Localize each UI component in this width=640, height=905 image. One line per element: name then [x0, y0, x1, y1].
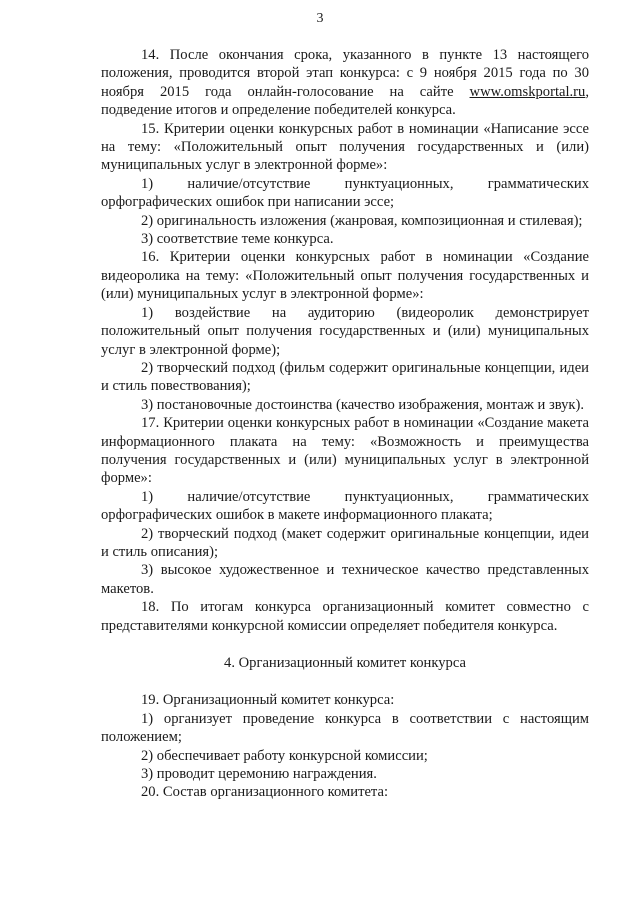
paragraph-19: 19. Организационный комитет конкурса: [141, 692, 395, 709]
paragraph-16-item-1: 1) воздействие на аудиторию (видеоролик демонстрирует положительный опыт получения государственных и (или) муниципальных услуг в электронной форме); [101, 304, 589, 358]
omskportal-link[interactable]: www.omskportal.ru [469, 83, 586, 100]
paragraph-17-item-2: 2) творческий подход (макет содержит оригинальные концепции, идеи и стиль описания); [101, 525, 589, 560]
paragraph-15-item-1: 1) наличие/отсутствие пунктуационных, грамматических орфографических ошибок при написании эссе; [101, 175, 589, 211]
section-heading: 4. Организационный комитет конкурса [224, 655, 466, 671]
paragraph-14 [101, 46, 589, 120]
paragraph-17-item-3: 3) высокое художественное и техническое качество представленных макетов. [101, 562, 589, 597]
paragraph-18: 18. По итогам конкурса организационный комитет совместно с представителями конкурсной комиссии определяет победителя конкурса. [101, 599, 589, 634]
paragraph-16: 16. Критерии оценки конкурсных работ в номинации «Создание видеоролика на тему: «Положительный опыт получения государственных и (или) муниципальных услуг в электронной форме»: [101, 249, 589, 303]
paragraph-17: 17. Критерии оценки конкурсных работ в номинации «Создание макета информационного плаката на тему: «Возможность и преимущества получения государственных и (или) муниципальных услуг в электронной форме»: [101, 415, 589, 487]
paragraph-15-item-3: 3) соответствие теме конкурса. [141, 231, 334, 248]
paragraph-17-item-1: 1) наличие/отсутствие пунктуационных, грамматических орфографических ошибок в макете информационного плаката; [101, 488, 589, 524]
paragraph-19-item-2: 2) обеспечивает работу конкурсной комиссии; [141, 747, 428, 764]
paragraph-14-text: 14. После окончания срока, указанного в пункте 13 настоящего положения, проводится второй этап конкурса: с 9 ноября 2015 года по 30 ноября 2015 года онлайн-голосование на сайте [101, 47, 589, 100]
paragraph-19-item-1: 1) организует проведение конкурса в соответствии с настоящим положением; [101, 710, 589, 746]
paragraph-15-item-2: 2) оригинальность изложения (жанровая, композиционная и стилевая); [141, 212, 583, 229]
page-number: 3 [316, 11, 324, 26]
paragraph-14-tail: , подведение итогов и определение победителей конкурса. [101, 83, 589, 119]
paragraph-19-item-3: 3) проводит церемонию награждения. [141, 766, 377, 783]
paragraph-20: 20. Состав организационного комитета: [141, 784, 389, 801]
paragraph-16-item-2: 2) творческий подход (фильм содержит оригинальные концепции, идеи и стиль повествования); [101, 359, 589, 395]
document-body [101, 46, 589, 802]
paragraph-16-item-3: 3) постановочные достоинства (качество изображения, монтаж и звук). [141, 396, 585, 413]
paragraph-15: 15. Критерии оценки конкурсных работ в номинации «Написание эссе на тему: «Положительный опыт получения государственных и (или) муниципальных услуг в электронной форме»: [101, 120, 589, 174]
